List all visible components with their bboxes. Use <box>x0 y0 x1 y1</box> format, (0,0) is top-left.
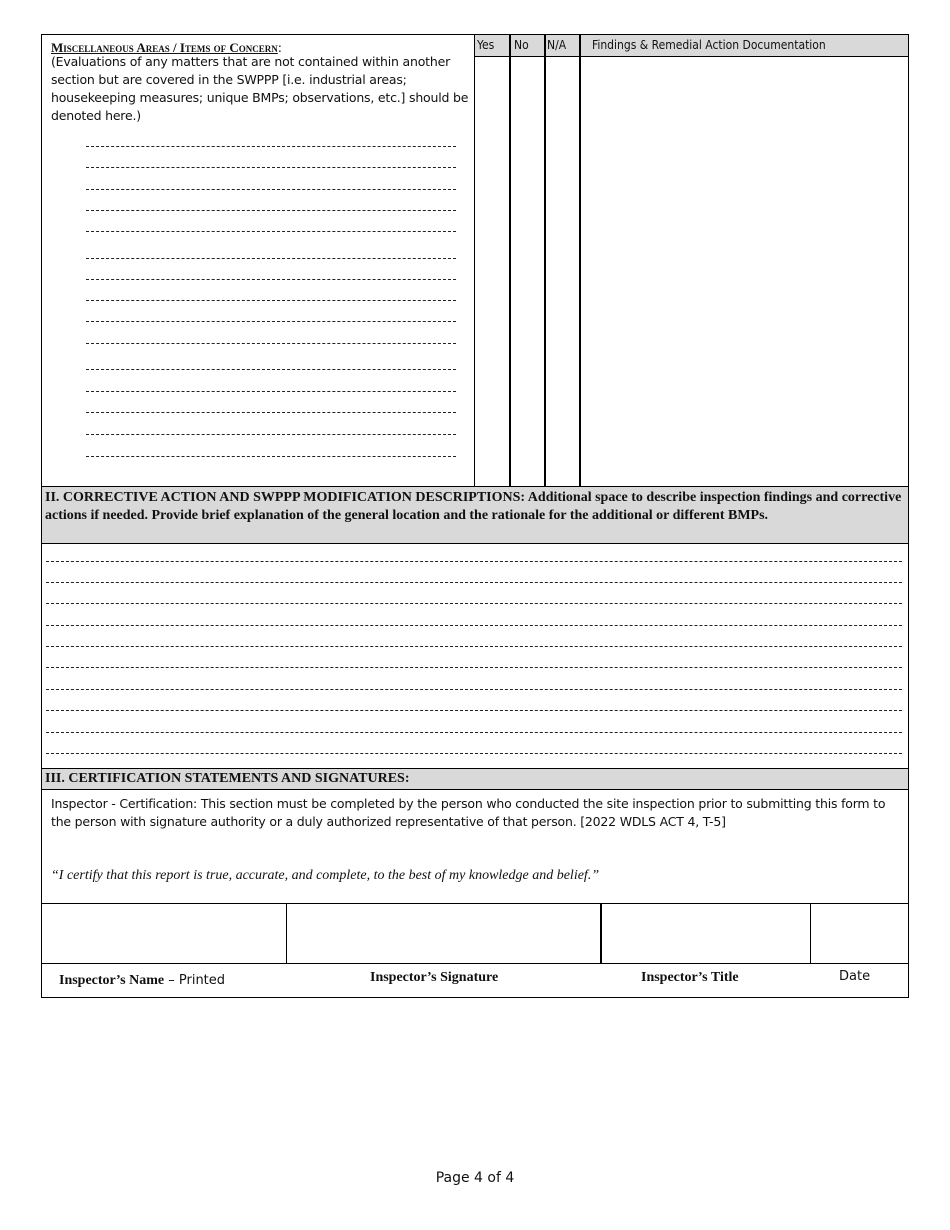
inspector-name-label-bold: Inspector’s Name <box>59 973 165 988</box>
corrective-line <box>46 732 902 733</box>
date-label: Date <box>839 969 871 984</box>
misc-line <box>86 210 456 211</box>
col-findings-header: Findings & Remedial Action Documentation <box>592 38 826 52</box>
misc-title-colon: : <box>277 40 282 55</box>
signature-row-divider <box>41 963 909 964</box>
certification-quote: “I certify that this report is true, accurate, and complete, to the best of my knowledge and belief.” <box>51 868 600 883</box>
corrective-line <box>46 603 902 604</box>
misc-line <box>86 258 456 259</box>
inspector-title-label: Inspector’s Title <box>641 970 739 985</box>
misc-description: (Evaluations of any matters that are not contained within another section but are covered in the SWPPP [i.e. industrial areas; housekeeping measures; unique BMPs; observations, etc.] should be denoted here.) <box>51 54 469 123</box>
misc-line <box>86 343 456 344</box>
findings-cell[interactable] <box>581 57 908 486</box>
misc-line <box>86 189 456 190</box>
section-ii-heading: II. CORRECTIVE ACTION AND SWPPP MODIFICATION DESCRIPTIONS: Additional space to describe inspection findings and corrective actions if needed. Provide brief explanation of the general location and the rationale for the additional or different BMPs. <box>45 490 902 523</box>
misc-title: Miscellaneous Areas / Items of Concern <box>51 40 278 55</box>
misc-line <box>86 456 456 457</box>
corrective-line <box>46 625 902 626</box>
misc-line <box>86 321 456 322</box>
corrective-line <box>46 667 902 668</box>
corrective-line <box>46 753 902 754</box>
date-field[interactable] <box>811 904 908 963</box>
corrective-line <box>46 689 902 690</box>
answer-yes-cell[interactable] <box>475 57 509 486</box>
misc-line <box>86 279 456 280</box>
inspector-certification-text: Inspector - Certification: This section must be completed by the person who conducted the site inspection prior to submitting this form to the person with signature authority or a duly authorized representative of that person. [2022 WDLS ACT 4, T-5] <box>51 796 886 829</box>
section-ii-body[interactable] <box>41 543 909 769</box>
misc-line <box>86 146 456 147</box>
corrective-line <box>46 582 902 583</box>
inspector-name-label-printed: – Printed <box>164 973 226 988</box>
misc-line <box>86 369 456 370</box>
answer-na-cell[interactable] <box>546 57 579 486</box>
corrective-line <box>46 646 902 647</box>
inspector-name-field[interactable] <box>42 904 286 963</box>
section-iii-heading: III. CERTIFICATION STATEMENTS AND SIGNATURES: <box>45 771 410 786</box>
col-yes-header: Yes <box>477 38 495 52</box>
inspector-name-label <box>59 969 225 989</box>
misc-line <box>86 231 456 232</box>
col-na-header: N/A <box>547 38 567 52</box>
inspector-signature-label: Inspector’s Signature <box>370 970 499 985</box>
inspector-signature-field[interactable] <box>287 904 600 963</box>
page-number: Page 4 of 4 <box>435 1170 515 1186</box>
misc-line <box>86 300 456 301</box>
misc-line <box>86 167 456 168</box>
misc-line <box>86 391 456 392</box>
misc-line <box>86 434 456 435</box>
corrective-line <box>46 561 902 562</box>
misc-line <box>86 412 456 413</box>
corrective-line <box>46 710 902 711</box>
answer-no-cell[interactable] <box>511 57 544 486</box>
col-no-header: No <box>514 38 529 52</box>
inspector-title-field[interactable] <box>602 904 810 963</box>
